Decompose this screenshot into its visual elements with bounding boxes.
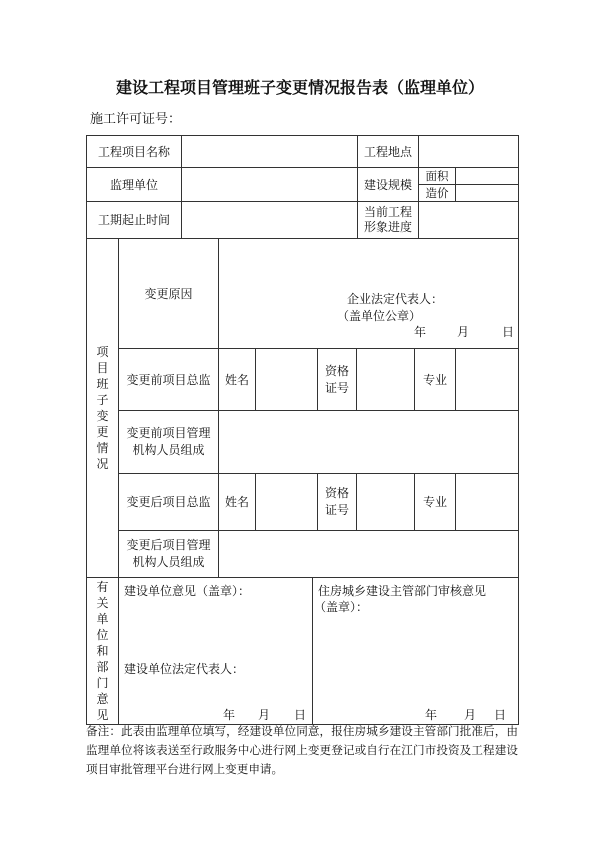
- change-reason-label: 变更原因: [118, 238, 219, 349]
- authority-opinion-label: 住房城乡建设主管部门审核意见: [318, 584, 487, 598]
- opinion-section-side-label: [86, 577, 119, 725]
- project-name-value: [181, 135, 358, 168]
- director-before-specialty-label: 专业: [414, 348, 456, 411]
- progress-label-line-1: 当前工程: [363, 205, 412, 219]
- director-before-cert-value: [356, 348, 415, 411]
- director-before-label: 变更前项目总监: [118, 348, 219, 411]
- director-after-name-label: 姓名: [218, 473, 256, 531]
- director-after-specialty-value: [455, 473, 519, 531]
- builder-opinion-box: [118, 577, 313, 725]
- director-before-name-label: 姓名: [218, 348, 256, 411]
- duration-value: [181, 201, 358, 239]
- director-after-specialty-label: 专业: [414, 473, 456, 531]
- progress-label: [357, 201, 419, 239]
- authority-opinion-box: [312, 577, 519, 725]
- permit-number-label: 施工许可证号：: [90, 112, 182, 127]
- supervision-unit-value: [181, 167, 358, 202]
- reason-date-month: 月: [457, 325, 470, 339]
- director-before-cert-label: [317, 348, 357, 411]
- reason-date-day: 日: [502, 325, 515, 339]
- change-reason-content: [218, 238, 519, 349]
- project-name-label: 工程项目名称: [86, 135, 182, 168]
- director-before-name-value: [255, 348, 318, 411]
- director-after-cert-label-line-1: 资格: [324, 486, 349, 500]
- staff-after-label: [118, 530, 219, 578]
- project-location-value: [418, 135, 519, 168]
- reason-seal-note: （盖单位公章）: [337, 309, 422, 323]
- director-after-cert-value: [356, 473, 415, 531]
- area-value: [455, 167, 519, 185]
- authority-date-year: 年: [425, 708, 438, 722]
- builder-date-year: 年: [223, 708, 236, 722]
- staff-after-label-line-2: 机构人员组成: [132, 555, 205, 569]
- builder-date-day: 日: [294, 708, 307, 722]
- cost-value: [455, 184, 519, 202]
- director-before-cert-label-line-2: 证号: [324, 380, 349, 395]
- director-after-label: 变更后项目总监: [118, 473, 219, 531]
- supervision-unit-label: 监理单位: [86, 167, 182, 202]
- staff-after-label-line-1: 变更后项目管理: [126, 538, 211, 552]
- authority-date-month: 月: [464, 708, 477, 722]
- progress-value: [418, 201, 519, 239]
- area-label: 面积: [418, 167, 456, 185]
- construction-scale-label: 建设规模: [357, 167, 419, 202]
- staff-before-label-line-2: 机构人员组成: [132, 443, 205, 457]
- form-note: 备注：此表由监理单位填写，经建设单位同意，报住房城乡建设主管部门批准后，由监理单位将该表送至行政服务中心进行网上变更登记或自行在江门市投资及工程建设项目审批管理平台进行网上变更申请。: [86, 724, 518, 776]
- builder-opinion-label: 建设单位意见（盖章）：: [124, 584, 251, 598]
- duration-label: 工期起止时间: [86, 201, 182, 239]
- staff-before-value: [218, 410, 519, 474]
- project-location-label: 工程地点: [357, 135, 419, 168]
- reason-legal-rep-label: 企业法定代表人：: [347, 292, 444, 306]
- staff-before-label-line-1: 变更前项目管理: [126, 426, 211, 440]
- change-section-side-label: [86, 238, 119, 578]
- director-after-name-value: [255, 473, 318, 531]
- director-after-cert-label: [317, 473, 357, 531]
- progress-label-line-2: 形象进度: [363, 220, 412, 234]
- authority-seal-label: （盖章）：: [314, 600, 369, 614]
- director-before-cert-label-line-1: 资格: [324, 363, 349, 378]
- change-section-side-text: 项目班子变更情况: [96, 345, 109, 471]
- director-after-cert-label-line-2: 证号: [324, 503, 349, 517]
- reason-date-year: 年: [414, 325, 427, 339]
- form-title: 建设工程项目管理班子变更情况报告表（监理单位）: [115, 78, 484, 97]
- builder-legal-rep-label: 建设单位法定代表人：: [124, 662, 245, 676]
- staff-after-value: [218, 530, 519, 578]
- cost-label: 造价: [418, 184, 456, 202]
- authority-date-day: 日: [494, 708, 507, 722]
- staff-before-label: [118, 410, 219, 474]
- director-before-specialty-value: [455, 348, 519, 411]
- opinion-section-side-text: 有关单位和部门意见: [96, 580, 109, 722]
- builder-date-month: 月: [258, 708, 271, 722]
